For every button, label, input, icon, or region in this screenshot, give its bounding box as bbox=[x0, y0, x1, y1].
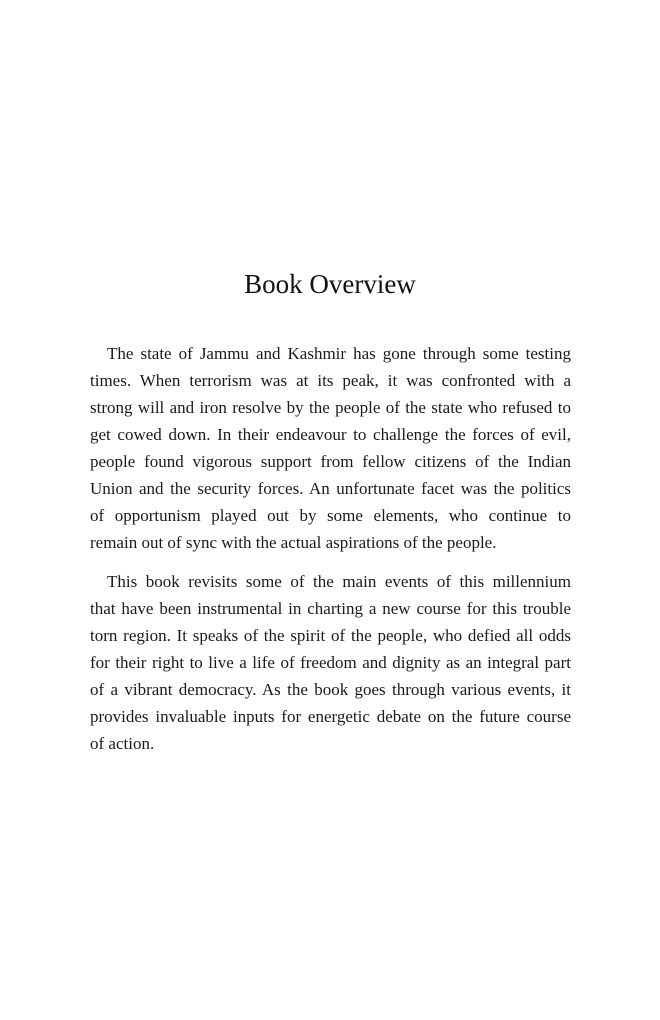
text-line: This book revisits some of the main events of this millennium bbox=[107, 572, 571, 591]
text-line: people found vigorous support from fellow citizens of the Indian bbox=[90, 452, 571, 471]
text-line: for their right to live a life of freedom and dignity as an integral part bbox=[90, 653, 571, 672]
overview-paragraph-2 bbox=[90, 568, 571, 757]
text-line: times. When terrorism was at its peak, it was confronted with a bbox=[90, 371, 571, 390]
text-line: of a vibrant democracy. As the book goes through various events, it bbox=[90, 680, 571, 699]
text-line: The state of Jammu and Kashmir has gone through some testing bbox=[107, 344, 571, 363]
text-line: that have been instrumental in charting a new course for this trouble bbox=[90, 599, 571, 618]
text-line: Union and the security forces. An unfortunate facet was the politics bbox=[90, 479, 571, 498]
text-line: remain out of sync with the actual aspirations of the people. bbox=[90, 533, 497, 552]
overview-paragraph-1 bbox=[90, 340, 571, 556]
text-line: torn region. It speaks of the spirit of the people, who defied all odds bbox=[90, 626, 571, 645]
text-line: strong will and iron resolve by the people of the state who refused to bbox=[90, 398, 571, 417]
text-line: of action. bbox=[90, 734, 155, 753]
text-line: provides invaluable inputs for energetic debate on the future course bbox=[90, 707, 571, 726]
page-title: Book Overview bbox=[244, 269, 416, 299]
text-line: of opportunism played out by some elements, who continue to bbox=[90, 506, 571, 525]
text-line: get cowed down. In their endeavour to challenge the forces of evil, bbox=[90, 425, 571, 444]
